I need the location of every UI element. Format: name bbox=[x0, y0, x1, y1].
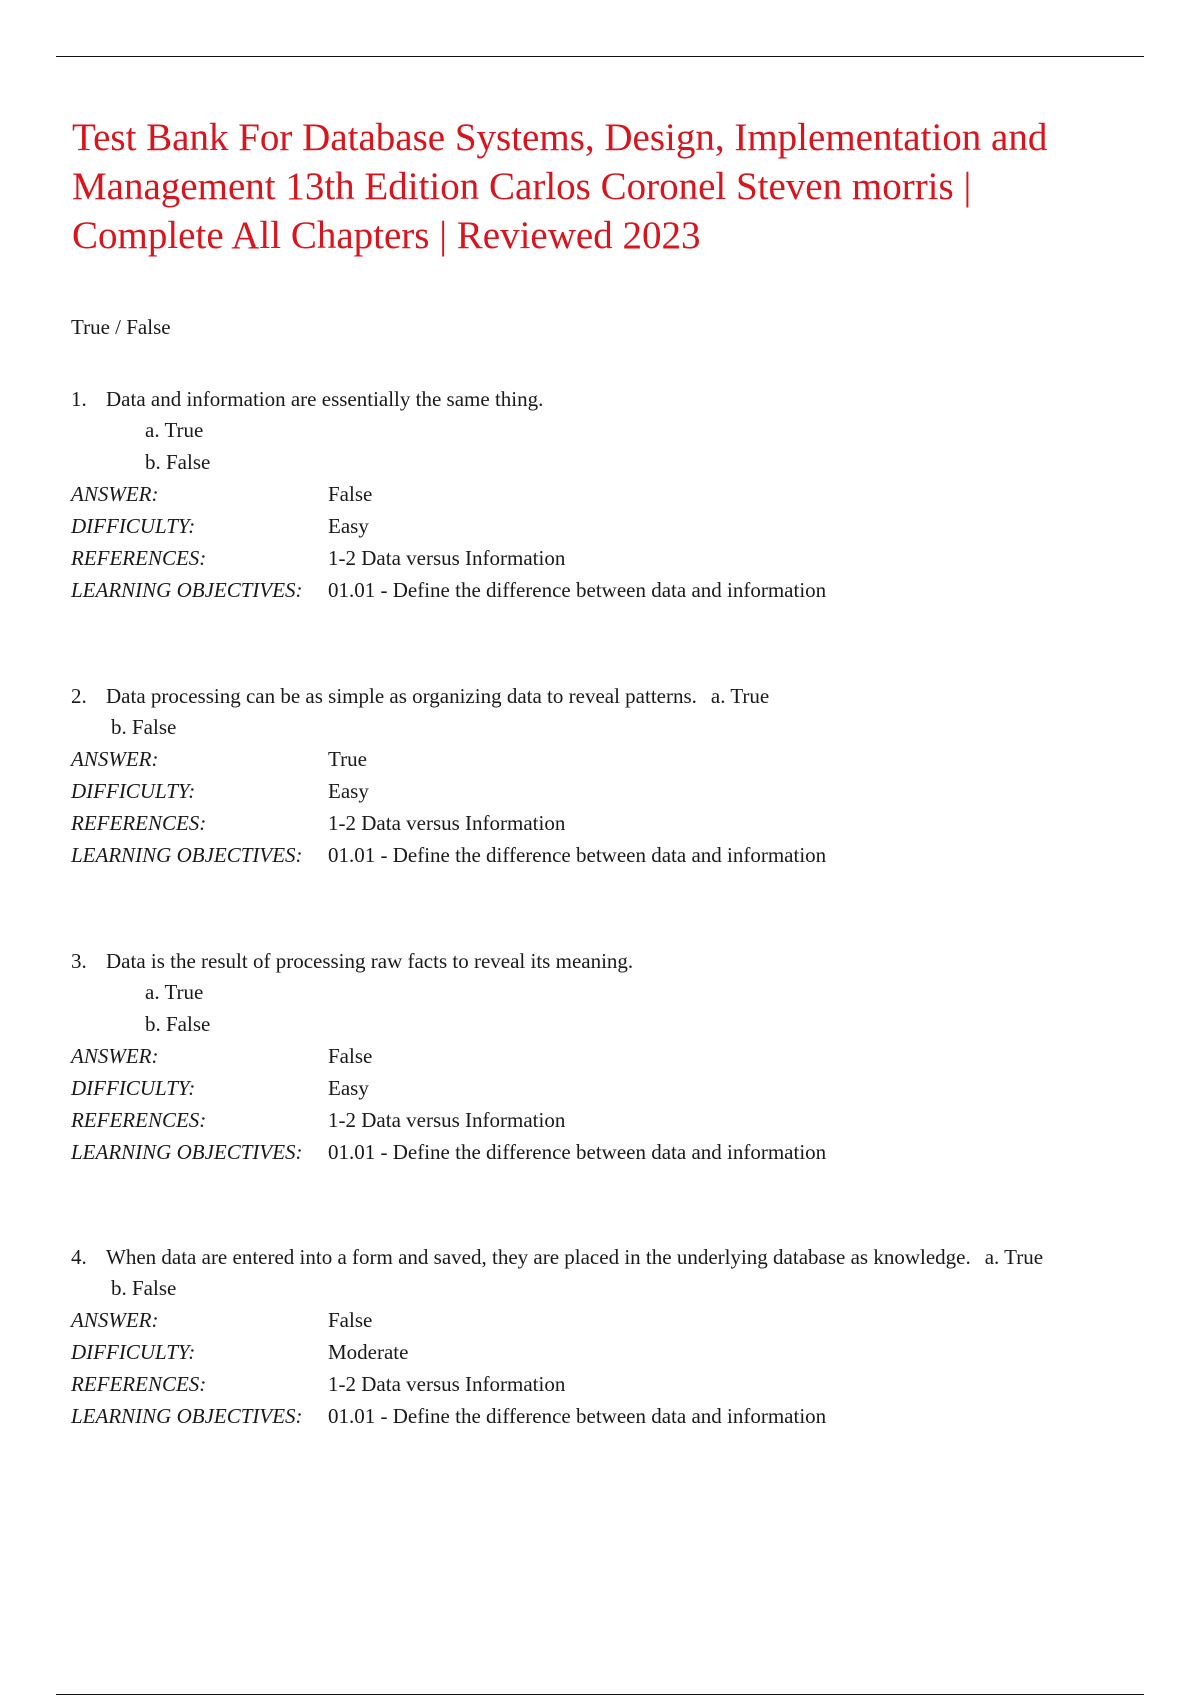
answer-label: ANSWER: bbox=[71, 1308, 159, 1332]
question-stem bbox=[71, 385, 1151, 414]
references-row bbox=[71, 1368, 1151, 1400]
references-label: REFERENCES: bbox=[71, 811, 207, 835]
objectives-label: LEARNING OBJECTIVES: bbox=[71, 1140, 303, 1164]
objectives-row bbox=[71, 839, 1151, 871]
bottom-rule bbox=[56, 1694, 1144, 1695]
choice-b: b. False bbox=[145, 1012, 211, 1036]
question-number: 2. bbox=[71, 684, 87, 708]
choice-b: b. False bbox=[111, 715, 177, 739]
difficulty-value: Moderate bbox=[328, 1340, 409, 1364]
question-text: When data are entered into a form and saved, they are placed in the underlying database as knowledge. bbox=[106, 1245, 971, 1269]
answer-value: False bbox=[328, 1308, 373, 1332]
references-label: REFERENCES: bbox=[71, 1372, 207, 1396]
answer-label: ANSWER: bbox=[71, 482, 159, 506]
answer-value: True bbox=[328, 747, 367, 771]
difficulty-row bbox=[71, 510, 1151, 542]
question-stem bbox=[71, 1243, 1151, 1272]
objectives-row bbox=[71, 1136, 1151, 1168]
question-text: Data processing can be as simple as organizing data to reveal patterns. bbox=[106, 684, 697, 708]
answer-label: ANSWER: bbox=[71, 747, 159, 771]
objectives-label: LEARNING OBJECTIVES: bbox=[71, 578, 303, 602]
question-1 bbox=[71, 385, 1151, 606]
question-number: 4. bbox=[71, 1245, 87, 1269]
choice-a: a. True bbox=[984, 1245, 1044, 1269]
question-2 bbox=[71, 682, 1151, 871]
difficulty-label: DIFFICULTY: bbox=[71, 1076, 196, 1100]
difficulty-row bbox=[71, 1336, 1151, 1368]
objectives-row bbox=[71, 1400, 1151, 1432]
objectives-value: 01.01 - Define the difference between data and information bbox=[328, 1404, 827, 1428]
top-rule bbox=[56, 56, 1144, 57]
difficulty-value: Easy bbox=[328, 514, 369, 538]
answer-value: False bbox=[328, 482, 373, 506]
choice-a: a. True bbox=[710, 684, 770, 708]
difficulty-value: Easy bbox=[328, 1076, 369, 1100]
references-row bbox=[71, 1104, 1151, 1136]
section-label: True / False bbox=[71, 315, 171, 339]
references-value: 1-2 Data versus Information bbox=[328, 1372, 566, 1396]
difficulty-row bbox=[71, 775, 1151, 807]
question-number: 1. bbox=[71, 387, 87, 411]
difficulty-label: DIFFICULTY: bbox=[71, 779, 196, 803]
choice-a: a. True bbox=[145, 980, 204, 1004]
choice-b: b. False bbox=[145, 450, 211, 474]
objectives-label: LEARNING OBJECTIVES: bbox=[71, 1404, 303, 1428]
answer-row bbox=[71, 478, 1151, 510]
references-label: REFERENCES: bbox=[71, 1108, 207, 1132]
answer-label: ANSWER: bbox=[71, 1044, 159, 1068]
question-3 bbox=[71, 947, 1151, 1168]
objectives-value: 01.01 - Define the difference between data and information bbox=[328, 843, 827, 867]
objectives-value: 01.01 - Define the difference between data and information bbox=[328, 578, 827, 602]
answer-value: False bbox=[328, 1044, 373, 1068]
references-row bbox=[71, 807, 1151, 839]
difficulty-label: DIFFICULTY: bbox=[71, 514, 196, 538]
references-value: 1-2 Data versus Information bbox=[328, 811, 566, 835]
answer-row bbox=[71, 743, 1151, 775]
objectives-label: LEARNING OBJECTIVES: bbox=[71, 843, 303, 867]
difficulty-label: DIFFICULTY: bbox=[71, 1340, 196, 1364]
objectives-value: 01.01 - Define the difference between data and information bbox=[328, 1140, 827, 1164]
question-stem bbox=[71, 947, 1151, 976]
question-text: Data is the result of processing raw facts to reveal its meaning. bbox=[106, 949, 634, 973]
choice-b: b. False bbox=[111, 1276, 177, 1300]
choice-a: a. True bbox=[145, 418, 204, 442]
objectives-row bbox=[71, 574, 1151, 606]
references-label: REFERENCES: bbox=[71, 546, 207, 570]
question-number: 3. bbox=[71, 949, 87, 973]
question-4 bbox=[71, 1243, 1151, 1432]
references-value: 1-2 Data versus Information bbox=[328, 1108, 566, 1132]
difficulty-value: Easy bbox=[328, 779, 369, 803]
references-value: 1-2 Data versus Information bbox=[328, 546, 566, 570]
answer-row bbox=[71, 1040, 1151, 1072]
question-text: Data and information are essentially the same thing. bbox=[106, 387, 544, 411]
difficulty-row bbox=[71, 1072, 1151, 1104]
references-row bbox=[71, 542, 1151, 574]
document-title: Test Bank For Database Systems, Design, Implementation and Management 13th Edition Carlos Coronel Steven morris | Complete All Chapters | Reviewed 2023 bbox=[72, 116, 1048, 257]
answer-row bbox=[71, 1304, 1151, 1336]
question-stem bbox=[71, 682, 1151, 711]
